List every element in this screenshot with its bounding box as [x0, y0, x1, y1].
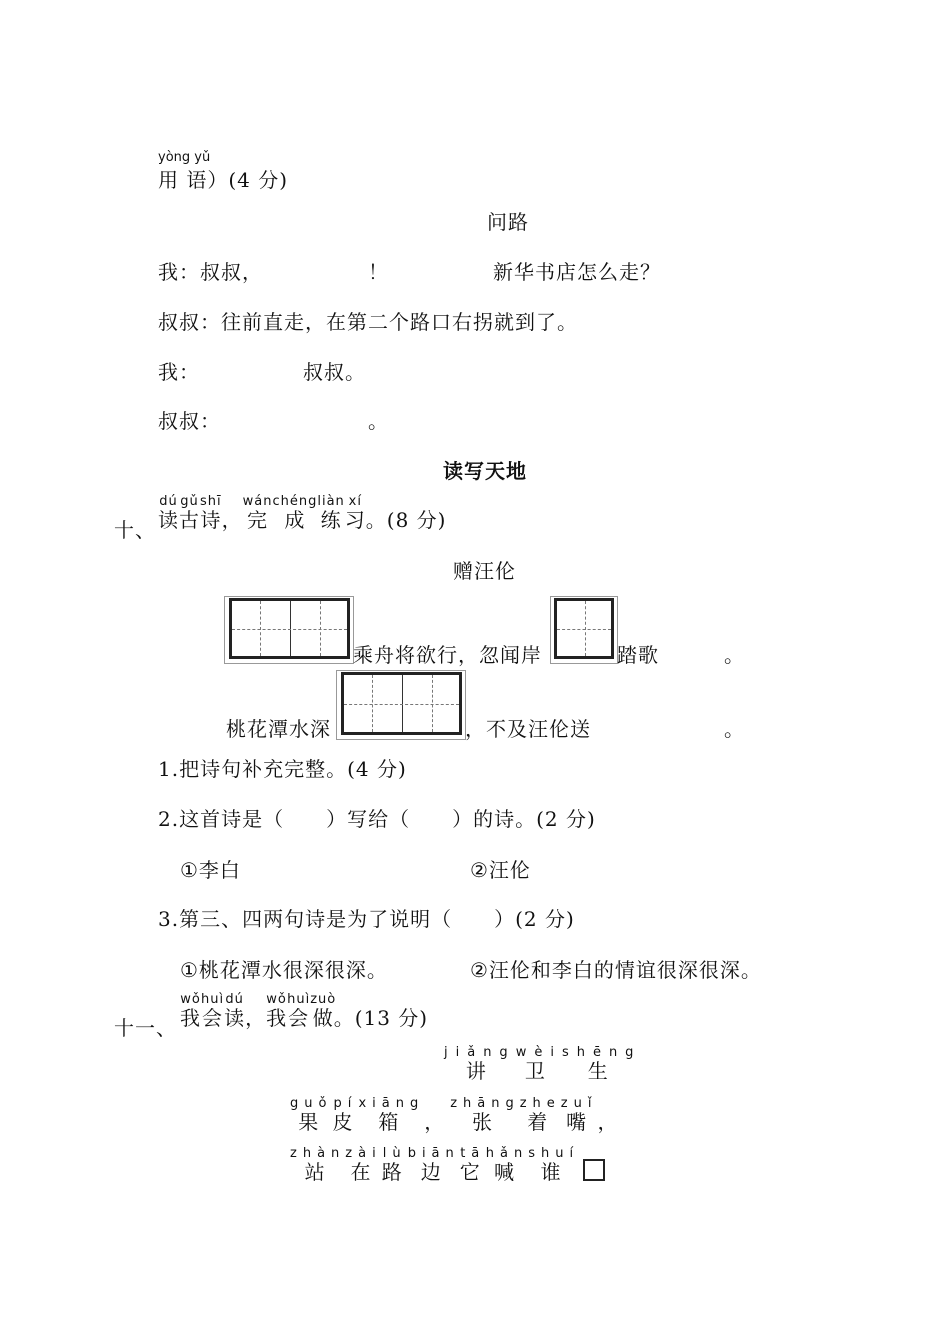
- hanzi-with-pinyin: [310, 992, 337, 1030]
- q10-heading: [158, 495, 446, 533]
- pinyin: huì: [287, 992, 311, 1007]
- q11-heading-chars: [180, 992, 337, 1030]
- hanzi-with-pinyin: [450, 1096, 520, 1134]
- q10-number: 十、: [114, 518, 156, 542]
- q10-sub3-opt2: ②汪伦和李白的情谊很深很深。: [470, 958, 762, 982]
- poem-line1-tail: 踏歌: [617, 643, 659, 667]
- pinyin: huì: [201, 992, 225, 1007]
- hanzi-char: 边: [407, 1160, 460, 1184]
- hanzi-with-pinyin: [597, 1110, 623, 1134]
- poem-line2-head: 桃花潭水深: [226, 717, 331, 741]
- hanzi-with-pinyin: [424, 1110, 450, 1134]
- hanzi-char: ，: [221, 508, 243, 532]
- section-title: 读写天地: [443, 459, 527, 483]
- pinyin: lù: [381, 1146, 408, 1161]
- q10-heading-chars: [158, 494, 366, 532]
- pinyin: zuǐ: [560, 1096, 598, 1111]
- poem-box1[interactable]: [229, 598, 350, 659]
- hanzi-with-pinyin: [290, 1096, 333, 1134]
- hanzi-char: 生: [561, 1059, 642, 1083]
- poem-box3[interactable]: [341, 672, 462, 735]
- hanzi-char: 会: [287, 1006, 311, 1030]
- hanzi-char: 完: [242, 508, 273, 532]
- hanzi-char: 张: [450, 1110, 520, 1134]
- rhyme-line2: [290, 1147, 605, 1185]
- hanzi-with-pinyin: [515, 1045, 562, 1083]
- poem-line1-mid: 乘舟将欲行，忽闻岸: [353, 643, 542, 667]
- hanzi-with-pinyin: [290, 1146, 346, 1184]
- hanzi-with-pinyin: [528, 1146, 580, 1184]
- hanzi-char: 箱: [358, 1110, 425, 1134]
- hanzi-char: 诗: [200, 508, 222, 532]
- pinyin: pí: [332, 1096, 359, 1111]
- hanzi-with-pinyin: [317, 494, 345, 532]
- q11-number: 十一、: [114, 1016, 177, 1040]
- q10-sub2: 2.这首诗是（ ）写给（ ）的诗。(2 分): [158, 807, 596, 831]
- hanzi-with-pinyin: [444, 1045, 516, 1083]
- q9-tail-text: 用 语）(4 分): [158, 168, 289, 192]
- hanzi-with-pinyin: [358, 1096, 425, 1134]
- q9-tail-pinyin: yòng yǔ: [158, 150, 211, 165]
- poem-line2-mid: ，不及汪伦送: [465, 717, 591, 741]
- hanzi-with-pinyin: [560, 1096, 598, 1134]
- hanzi-char: 习: [344, 508, 366, 532]
- rhyme-line2-chars: [290, 1146, 580, 1184]
- q10-sub3: 3.第三、四两句诗是为了说明（ ）(2 分): [158, 907, 575, 931]
- pinyin: dú: [158, 494, 179, 509]
- q11-score: 。(13 分): [333, 1006, 429, 1030]
- hanzi-char: 喊: [485, 1160, 529, 1184]
- hanzi-char: 我: [180, 1006, 201, 1030]
- rhyme-line1-chars: [290, 1096, 624, 1134]
- hanzi-char: 做: [310, 1006, 337, 1030]
- dialog-line1-excl: ！: [368, 260, 389, 284]
- hanzi-with-pinyin: [344, 494, 366, 532]
- dialog-line4-speaker: 叔叔：: [158, 409, 221, 433]
- dialog-line4-end: 。: [368, 409, 389, 433]
- pinyin: biān: [407, 1146, 460, 1161]
- hanzi-char: 着: [519, 1110, 561, 1134]
- hanzi-with-pinyin: [266, 992, 288, 1030]
- pinyin: zhàn: [290, 1146, 346, 1161]
- pinyin: wǒ: [180, 992, 201, 1007]
- pinyin: zuò: [310, 992, 337, 1007]
- hanzi-with-pinyin: [224, 992, 246, 1030]
- hanzi-char: ，: [597, 1110, 624, 1134]
- hanzi-with-pinyin: [519, 1096, 561, 1134]
- pinyin: guǒ: [290, 1096, 333, 1111]
- poem-line1-period: 。: [724, 643, 745, 667]
- pinyin: wèi: [515, 1045, 562, 1060]
- q10-sub2-opt1: ①李白: [180, 858, 241, 882]
- hanzi-with-pinyin: [407, 1146, 460, 1184]
- pinyin: wán: [242, 494, 273, 509]
- hanzi-char: 它: [459, 1160, 486, 1184]
- rhyme-title: [444, 1046, 641, 1084]
- rhyme-line1: [290, 1097, 624, 1135]
- hanzi-with-pinyin: [272, 494, 318, 532]
- pinyin: jiǎng: [444, 1045, 516, 1060]
- pinyin: zài: [345, 1146, 382, 1161]
- answer-square-box[interactable]: [583, 1159, 605, 1181]
- pinyin: shuí: [528, 1146, 580, 1161]
- dialog-line3-rest: 叔叔。: [303, 360, 366, 384]
- hanzi-char: 读: [158, 508, 179, 532]
- hanzi-char: 皮: [332, 1110, 359, 1134]
- hanzi-with-pinyin: [561, 1045, 642, 1083]
- hanzi-char: ，: [424, 1110, 451, 1134]
- hanzi-char: 卫: [515, 1059, 562, 1083]
- hanzi-with-pinyin: [179, 494, 200, 532]
- pinyin: xiāng: [358, 1096, 425, 1111]
- poem-title: 赠汪伦: [453, 559, 516, 583]
- hanzi-with-pinyin: [381, 1146, 408, 1184]
- pinyin: gǔ: [179, 494, 200, 509]
- hanzi-with-pinyin: [201, 992, 225, 1030]
- hanzi-with-pinyin: [485, 1146, 529, 1184]
- hanzi-char: 在: [345, 1160, 382, 1184]
- pinyin: dú: [224, 992, 246, 1007]
- q10-sub1: 1.把诗句补充完整。(4 分): [158, 757, 407, 781]
- pinyin: chéng: [272, 494, 318, 509]
- pinyin: wǒ: [266, 992, 288, 1007]
- q11-heading: [180, 993, 428, 1031]
- hanzi-char: 古: [179, 508, 200, 532]
- hanzi-with-pinyin: [200, 494, 222, 532]
- hanzi-char: 站: [290, 1160, 346, 1184]
- hanzi-char: 会: [201, 1006, 225, 1030]
- q10-sub3-opt1: ①桃花潭水很深很深。: [180, 958, 388, 982]
- dialog-line1-rest: 新华书店怎么走？: [493, 260, 661, 284]
- pinyin: xí: [344, 494, 366, 509]
- hanzi-char: 读: [224, 1006, 246, 1030]
- hanzi-char: 讲: [444, 1059, 516, 1083]
- poem-line2-period: 。: [724, 717, 745, 741]
- hanzi-with-pinyin: [180, 992, 201, 1030]
- dialog-title: 问路: [487, 210, 529, 234]
- hanzi-with-pinyin: [245, 1006, 266, 1030]
- hanzi-with-pinyin: [222, 508, 243, 532]
- dialog-line3-speaker: 我：: [158, 360, 200, 384]
- pinyin: shēng: [561, 1045, 642, 1060]
- hanzi-with-pinyin: [345, 1146, 382, 1184]
- pinyin: tā: [459, 1146, 486, 1161]
- hanzi-char: 路: [381, 1160, 408, 1184]
- dialog-line1-speaker: 我：叔叔，: [158, 260, 263, 284]
- pinyin: shī: [200, 494, 222, 509]
- hanzi-with-pinyin: [287, 992, 311, 1030]
- pinyin: liàn: [317, 494, 345, 509]
- hanzi-char: ，: [245, 1006, 267, 1030]
- hanzi-char: 谁: [528, 1160, 580, 1184]
- hanzi-with-pinyin: [158, 494, 179, 532]
- hanzi-with-pinyin: [242, 494, 273, 532]
- hanzi-with-pinyin: [459, 1146, 486, 1184]
- hanzi-char: 我: [266, 1006, 288, 1030]
- poem-box2[interactable]: [554, 598, 614, 659]
- pinyin: hǎn: [485, 1146, 529, 1161]
- hanzi-with-pinyin: [332, 1096, 359, 1134]
- q10-sub2-opt2: ②汪伦: [470, 858, 531, 882]
- hanzi-char: 练: [317, 508, 345, 532]
- pinyin: zhe: [519, 1096, 561, 1111]
- hanzi-char: 果: [290, 1110, 333, 1134]
- pinyin: zhāng: [450, 1096, 520, 1111]
- rhyme-title-chars: [444, 1045, 642, 1083]
- q10-score: 。(8 分): [365, 508, 447, 532]
- dialog-line2: 叔叔：往前直走，在第二个路口右拐就到了。: [158, 310, 578, 334]
- hanzi-char: 嘴: [560, 1110, 598, 1134]
- hanzi-char: 成: [272, 508, 318, 532]
